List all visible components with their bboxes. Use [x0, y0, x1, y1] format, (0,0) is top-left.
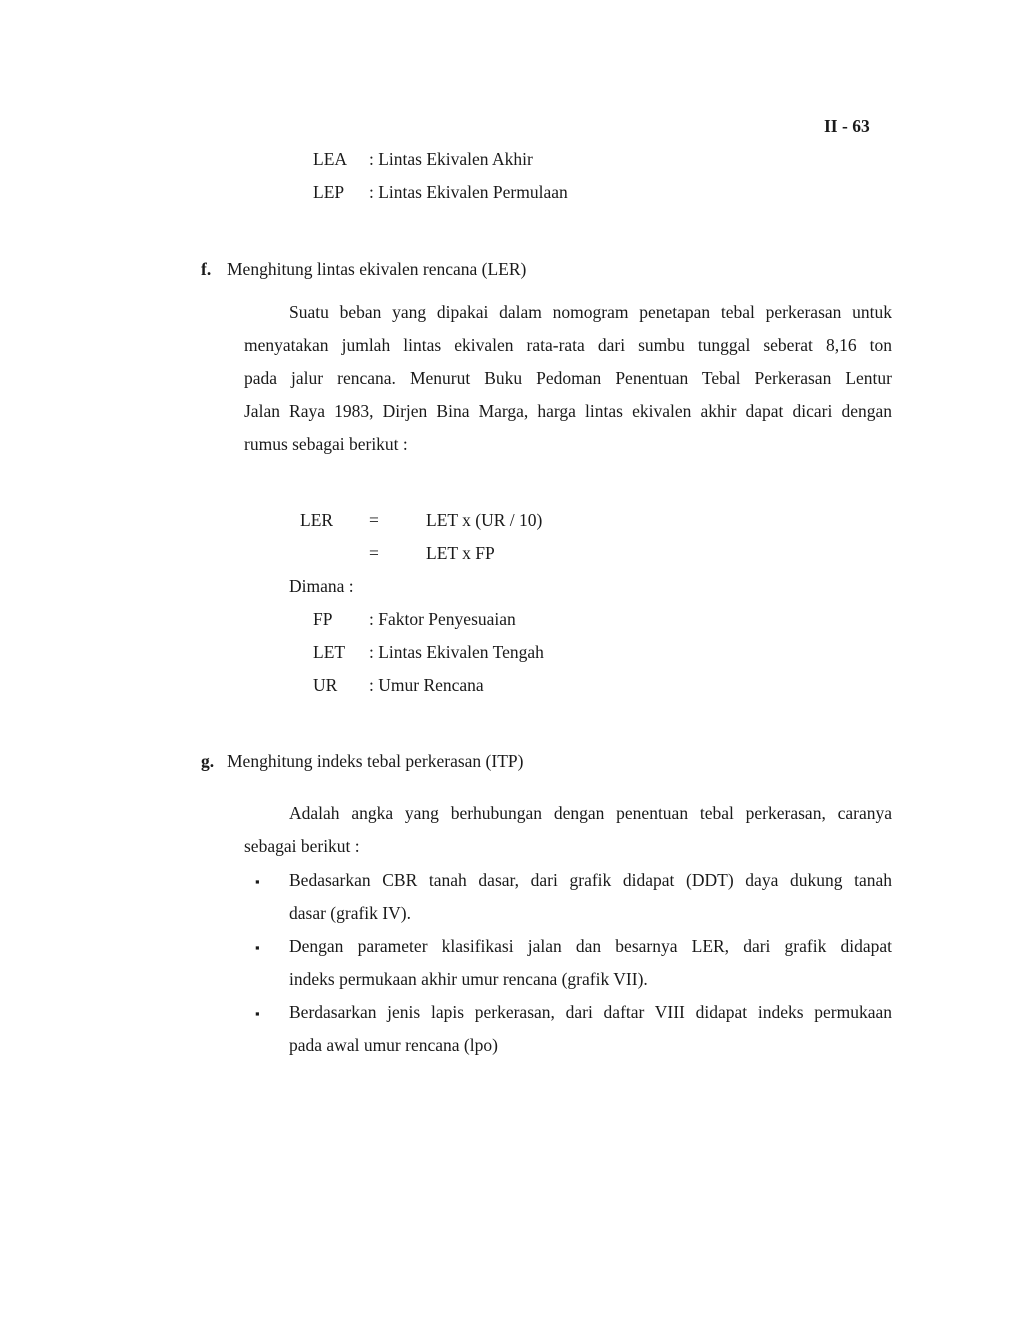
paragraph-line: Jalan Raya 1983, Dirjen Bina Marga, harga lintas ekivalen akhir dapat dicari dengan — [244, 401, 892, 421]
formula-equals: = — [369, 510, 379, 530]
bullet-line: dasar (grafik IV). — [289, 903, 411, 923]
definition-term: UR — [313, 675, 338, 695]
paragraph-line: rumus sebagai berikut : — [244, 434, 408, 454]
paragraph-line: pada jalur rencana. Menurut Buku Pedoman Penentuan Tebal Perkerasan Lentur — [244, 368, 892, 388]
definition-description: : Lintas Ekivalen Permulaan — [369, 182, 568, 202]
section-f-heading: Menghitung lintas ekivalen rencana (LER) — [227, 259, 527, 279]
paragraph-line: menyatakan jumlah lintas ekivalen rata-rata dari sumbu tunggal seberat 8,16 ton — [244, 335, 892, 355]
page-number: II - 63 — [824, 116, 870, 136]
paragraph-line: sebagai berikut : — [244, 836, 360, 856]
bullet-line: Dengan parameter klasifikasi jalan dan besarnya LER, dari grafik didapat — [289, 936, 892, 956]
section-g-heading: Menghitung indeks tebal perkerasan (ITP) — [227, 751, 524, 771]
bullet-line: Bedasarkan CBR tanah dasar, dari grafik didapat (DDT) daya dukung tanah — [289, 870, 892, 890]
bullet-marker-icon: ▪ — [255, 940, 260, 955]
definition-term: LEA — [313, 149, 348, 169]
formula-equals: = — [369, 543, 379, 563]
paragraph-line: Adalah angka yang berhubungan dengan penentuan tebal perkerasan, caranya — [289, 803, 892, 823]
formula-rhs: LET x FP — [426, 543, 495, 563]
definition-term: FP — [313, 609, 333, 629]
bullet-marker-icon: ▪ — [255, 874, 260, 889]
bullet-marker-icon: ▪ — [255, 1006, 260, 1021]
where-label: Dimana : — [289, 576, 354, 596]
section-g-marker: g. — [201, 751, 215, 771]
definition-description: : Faktor Penyesuaian — [369, 609, 516, 629]
bullet-line: Berdasarkan jenis lapis perkerasan, dari daftar VIII didapat indeks permukaan — [289, 1002, 892, 1022]
definition-description: : Lintas Ekivalen Tengah — [369, 642, 544, 662]
bullet-line: indeks permukaan akhir umur rencana (grafik VII). — [289, 969, 648, 989]
formula-rhs: LET x (UR / 10) — [426, 510, 543, 530]
section-f-marker: f. — [201, 259, 212, 279]
paragraph-line: Suatu beban yang dipakai dalam nomogram penetapan tebal perkerasan untuk — [289, 302, 892, 322]
definition-term: LEP — [313, 182, 345, 202]
definition-description: : Lintas Ekivalen Akhir — [369, 149, 533, 169]
definition-description: : Umur Rencana — [369, 675, 484, 695]
definition-term: LET — [313, 642, 346, 662]
formula-lhs: LER — [300, 510, 334, 530]
bullet-line: pada awal umur rencana (lpo) — [289, 1035, 498, 1055]
